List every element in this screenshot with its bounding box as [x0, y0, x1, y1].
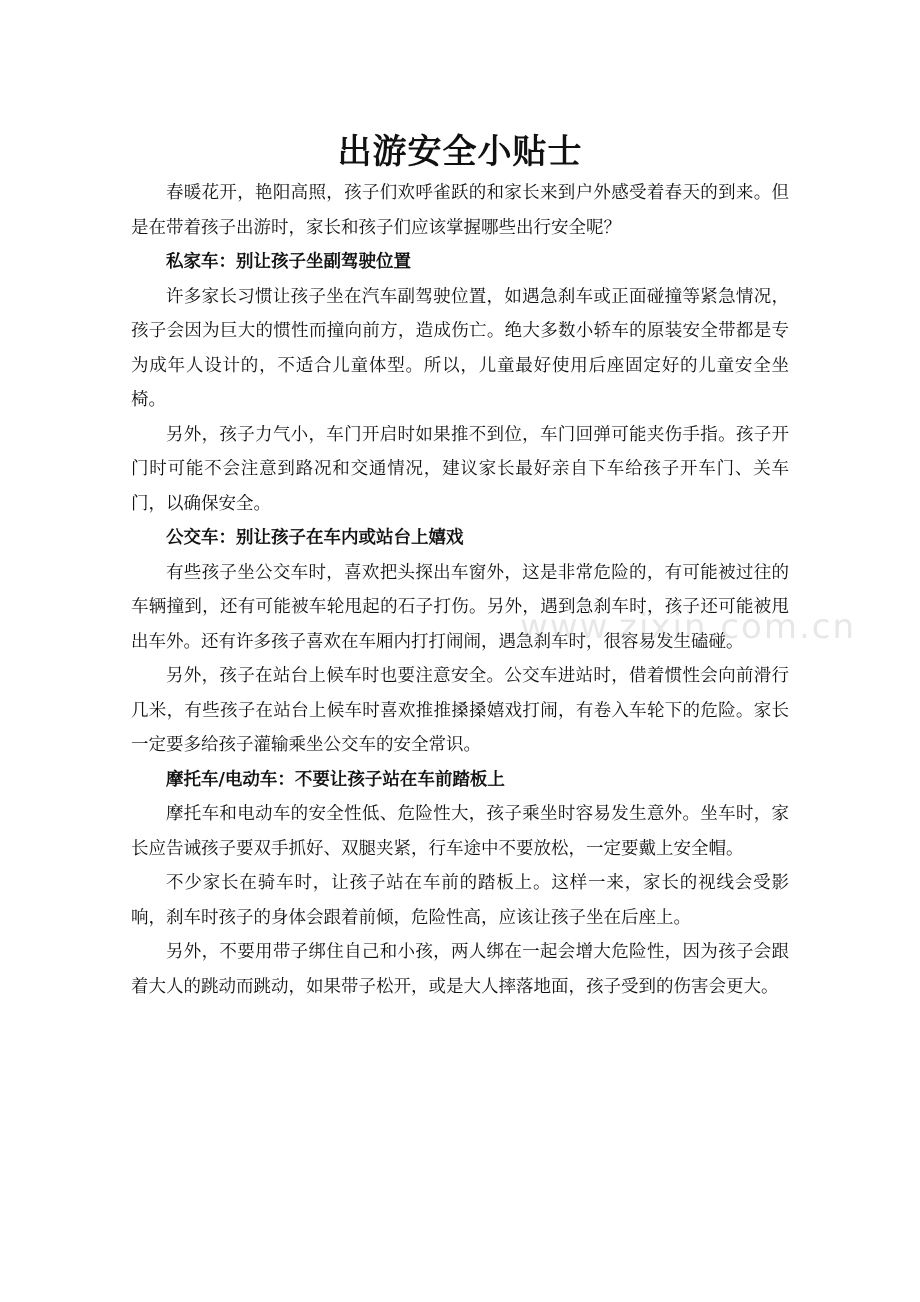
paragraph-motorcycle-2: 不少家长在骑车时，让孩子站在车前的踏板上。这样一来，家长的视线会受影响，刹车时孩子的身体会跟着前倾，危险性高，应该让孩子坐在后座上。: [131, 873, 789, 928]
paragraph-private-car-1: 许多家长习惯让孩子坐在汽车副驾驶位置，如遇急刹车或正面碰撞等紧急情况，孩子会因为巨大的惯性而撞向前方，造成伤亡。绝大多数小轿车的原装安全带都是专为成年人设计的，不适合儿童体型。所以，儿童最好使用后座固定好的儿童安全坐椅。: [131, 286, 789, 410]
paragraph-bus-2: 另外，孩子在站台上候车时也要注意安全。公交车进站时，借着惯性会向前滑行几米，有些孩子在站台上候车时喜欢推推搡搡嬉戏打闹，有卷入车轮下的危险。家长一定要多给孩子灌输乘坐公交车的安全常识。: [131, 666, 789, 755]
section-heading-private-car: 私家车：别让孩子坐副驾驶位置: [166, 252, 411, 272]
intro-paragraph: 春暖花开，艳阳高照，孩子们欢呼雀跃的和家长来到户外感受着春天的到来。但是在带着孩子出游时，家长和孩子们应该掌握哪些出行安全呢？: [131, 183, 789, 238]
section-heading-bus: 公交车：别让孩子在车内或站台上嬉戏: [166, 528, 464, 548]
document-title: 出游安全小贴士: [337, 132, 583, 172]
paragraph-motorcycle-1: 摩托车和电动车的安全性低、危险性大，孩子乘坐时容易发生意外。坐车时，家长应告诫孩子要双手抓好、双腿夹紧，行车途中不要放松，一定要戴上安全帽。: [131, 804, 789, 859]
document-page: [131, 128, 789, 1004]
paragraph-motorcycle-3: 另外，不要用带子绑住自己和小孩，两人绑在一起会增大危险性，因为孩子会跟着大人的跳动而跳动，如果带子松开，或是大人摔落地面，孩子受到的伤害会更大。: [131, 942, 789, 997]
section-heading-motorcycle: 摩托车/电动车：不要让孩子站在车前踏板上: [166, 769, 505, 790]
paragraph-private-car-2: 另外，孩子力气小，车门开启时如果推不到位，车门回弹可能夹伤手指。孩子开门时可能不会注意到路况和交通情况，建议家长最好亲自下车给孩子开车门、关车门，以确保安全。: [131, 424, 789, 514]
paragraph-bus-1: 有些孩子坐公交车时，喜欢把头探出车窗外，这是非常危险的，有可能被过往的车辆撞到，还有可能被车轮甩起的石子打伤。另外，遇到急刹车时，孩子还可能被甩出车外。还有许多孩子喜欢在车厢内打打闹闹，遇急刹车时，很容易发生磕碰。: [131, 562, 789, 652]
watermark-text: www.zixin.com.cn: [520, 607, 856, 647]
